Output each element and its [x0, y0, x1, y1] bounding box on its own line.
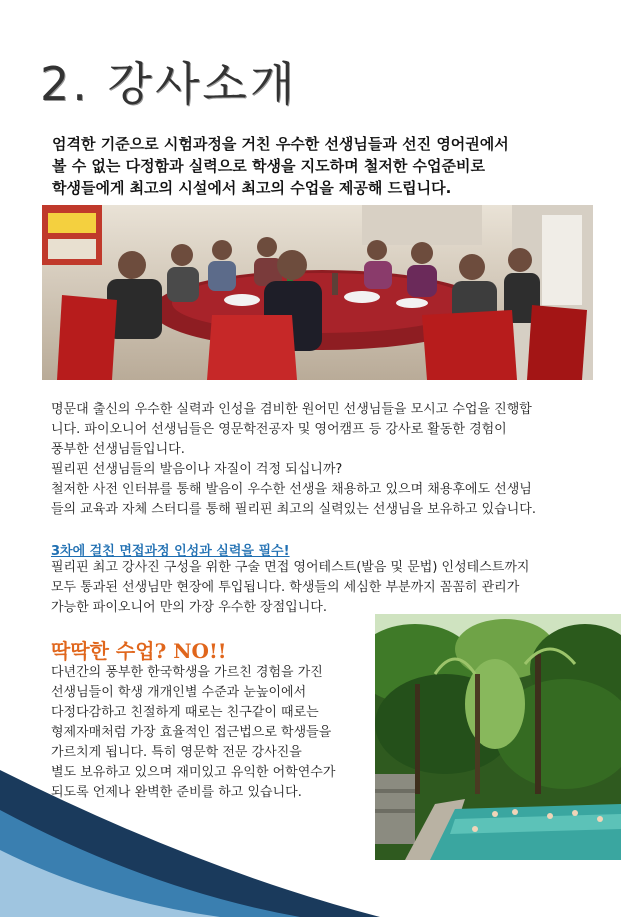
teachers-dinner-illustration — [42, 205, 593, 380]
page-title: 2. 강사소개 — [40, 57, 298, 111]
paragraph-line: 형제자매처럼 가장 효율적인 접근법으로 학생들을 — [51, 725, 332, 740]
intro-line: 학생들에게 최고의 시설에서 최고의 수업을 제공해 드립니다. — [52, 179, 452, 197]
paragraph-line: 모두 통과된 선생님만 현장에 투입됩니다. 학생들의 세심한 부분까지 꼼꼼히 관리가 — [51, 580, 520, 595]
interview-paragraph — [51, 558, 611, 618]
paragraph-line: 필리핀 최고 강사진 구성을 위한 구술 면접 영어테스트(발음 및 문법) 인성테스트까지 — [51, 560, 530, 575]
paragraph-line: 다년간의 풍부한 한국학생을 가르친 경험을 가진 — [51, 665, 323, 680]
paragraph-line: 풍부한 선생님들입니다. — [51, 442, 185, 457]
intro-line: 볼 수 없는 다정함과 실력으로 학생을 지도하며 철저한 수업준비로 — [52, 157, 486, 175]
paragraph-line: 니다. 파이오니어 선생님들은 영문학전공자 및 영어캠프 등 강사로 활동한 경험이 — [51, 422, 507, 437]
interview-subheading: 3차에 걸친 면접과정 인성과 실력을 필수! — [51, 544, 290, 559]
paragraph-line: 되도록 언제나 완벽한 준비를 하고 있습니다. — [51, 785, 302, 800]
decorative-corner-swoosh — [0, 750, 400, 917]
paragraph-line: 들의 교육과 자체 스터디를 통해 필리핀 최고의 실력있는 선생님을 보유하고 있습니다. — [51, 502, 536, 517]
teachers-dinner-photo — [42, 205, 593, 380]
paragraph-line: 다정다감하고 친절하게 때로는 친구같이 때로는 — [51, 705, 319, 720]
paragraph-line: 필리핀 선생님들의 발음이나 자질이 걱정 되십니까? — [51, 462, 343, 477]
teacher-quality-paragraph — [51, 400, 611, 520]
paragraph-line: 가르치게 됩니다. 특히 영문학 전문 강사진을 — [51, 745, 302, 760]
paragraph-line: 철저한 사전 인터뷰를 통해 발음이 우수한 선생을 채용하고 있으며 채용후에도 선생님 — [51, 482, 532, 497]
paragraph-line: 명문대 출신의 우수한 실력과 인성을 겸비한 원어민 선생님들을 모시고 수업을 진행합 — [51, 402, 532, 417]
jungle-pool-illustration — [375, 614, 621, 860]
paragraph-line: 선생님들이 학생 개개인별 수준과 눈높이에서 — [51, 685, 307, 700]
no-boring-class-heading: 딱딱한 수업? NO!! — [51, 639, 227, 663]
intro-text — [52, 133, 612, 199]
intro-line: 엄격한 기준으로 시험과정을 거친 우수한 선생님들과 선진 영어권에서 — [52, 135, 509, 153]
paragraph-line: 별도 보유하고 있으며 재미있고 유익한 어학연수가 — [51, 765, 336, 780]
jungle-pool-photo — [375, 614, 621, 860]
paragraph-line: 가능한 파이오니어 만의 가장 우수한 장점입니다. — [51, 600, 327, 615]
